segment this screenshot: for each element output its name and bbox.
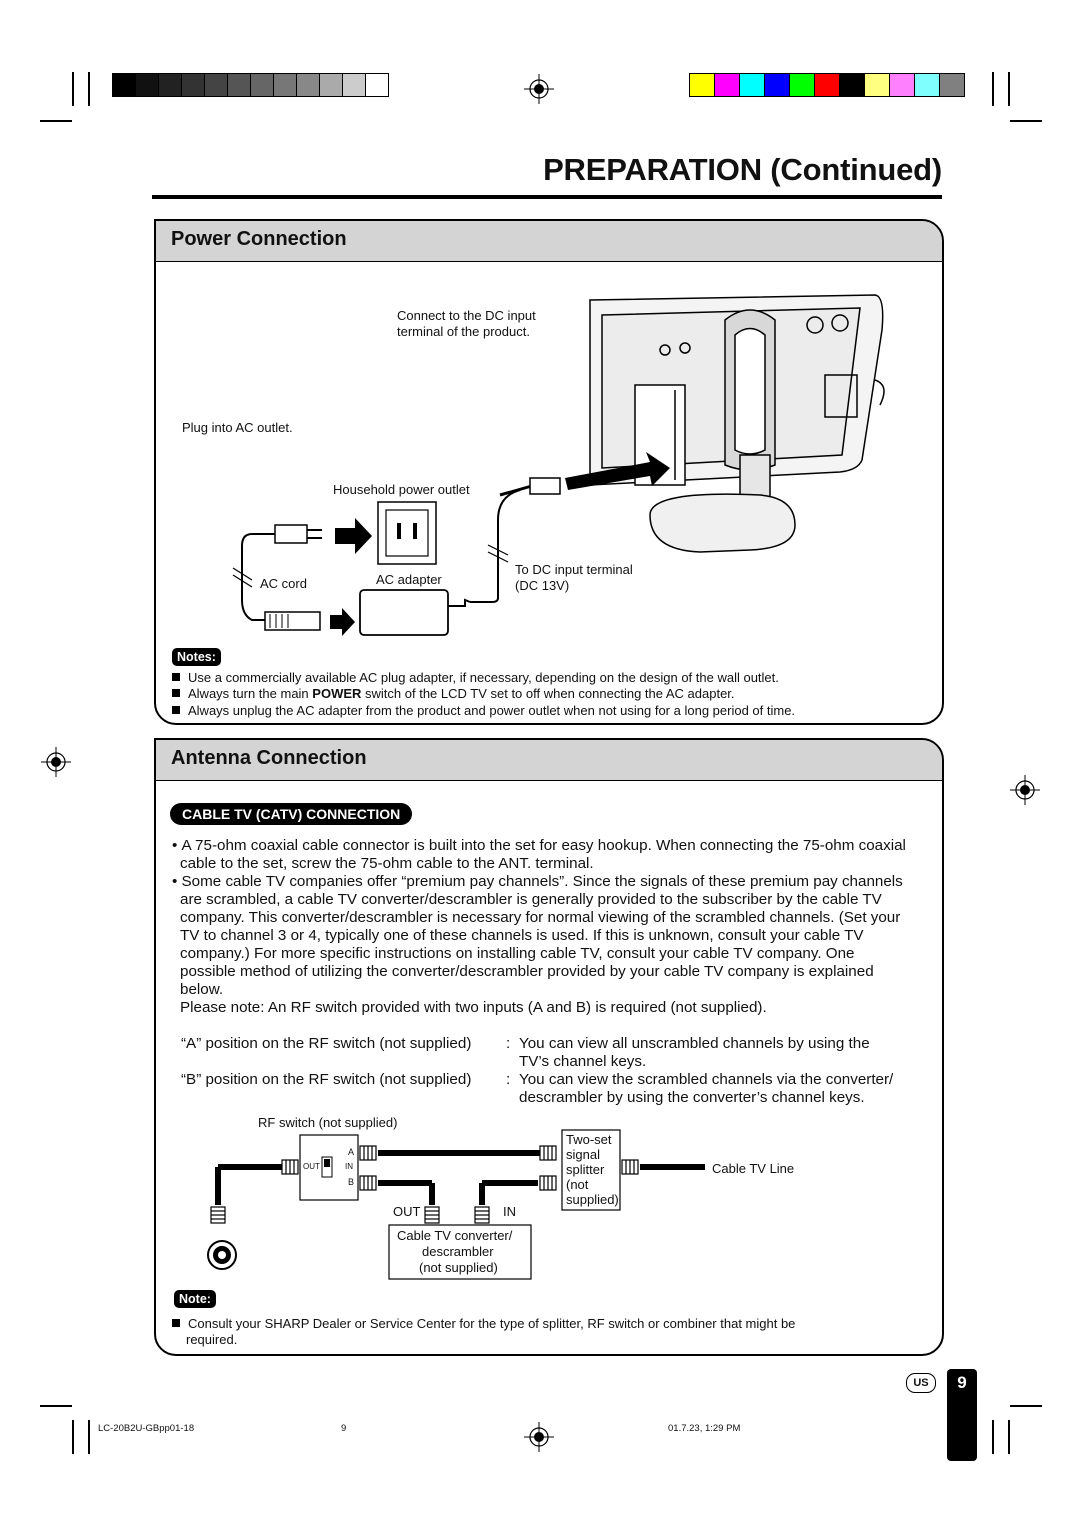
converter-label-1: Cable TV converter/: [397, 1228, 513, 1243]
title-rule: [152, 195, 942, 199]
antenna-note-cont: required.: [186, 1332, 238, 1347]
rf-position-b-desc-2: descrambler by using the converter’s channel keys.: [519, 1089, 865, 1106]
rf-switch-label: RF switch (not supplied): [258, 1115, 398, 1130]
rf-switch-a: A: [348, 1147, 355, 1157]
ac-plug-icon: [275, 525, 307, 543]
rf-position-a-label: “A” position on the RF switch (not supplied): [181, 1035, 472, 1052]
label-ac-adapter: AC adapter: [376, 572, 442, 587]
power-connection-header: [156, 221, 942, 262]
color-swatch: [320, 74, 343, 96]
color-swatch: [740, 74, 765, 96]
footer-filename: LC-20B2U-GBpp01-18: [98, 1423, 195, 1434]
rf-position-a-colon: :: [506, 1035, 511, 1052]
color-swatch: [343, 74, 366, 96]
antenna-connection-header: [156, 740, 942, 781]
label-dc-input-2: terminal of the product.: [397, 324, 530, 339]
label-ac-cord: AC cord: [260, 576, 307, 591]
bullet-premium-channels: • Some cable TV companies offer “premium pay channels”. Since the signals of these premium pay channels are scrambled, a cable TV converter/descrambler is generally provided to the subscriber by the cable TV company. This converter/descrambler is necessary for normal viewing of the scrambled channels. (Set your TV to channel 3 or 4, typically one of these channels is used. If this is unknown, consult your cable TV company.) For more specific instructions on installing cable TV, consult your cable TV company. One possible method of utilizing the converter/descrambler provided by your cable TV company is explained below.: [172, 873, 903, 998]
label-to-dc-2: (DC 13V): [515, 578, 570, 593]
splitter-label-5: supplied): [566, 1192, 619, 1207]
splitter-label-3: splitter: [566, 1162, 605, 1177]
power-note-2: Always turn the main POWER switch of the LCD TV set to off when connecting the AC adapter.: [172, 686, 735, 702]
power-note-1: Use a commercially available AC plug adapter, if necessary, depending on the design of the wall outlet.: [172, 670, 779, 686]
rf-switch-b: B: [348, 1177, 355, 1187]
tv-rear-illustration: [590, 295, 884, 552]
color-swatch: [274, 74, 297, 96]
footer-page: 9: [341, 1423, 347, 1434]
color-swatch: [182, 74, 205, 96]
color-swatch: [765, 74, 790, 96]
color-swatch: [228, 74, 251, 96]
registration-mark-right: [1010, 775, 1040, 805]
color-swatch: [840, 74, 865, 96]
arrow-right-icon-2: [330, 608, 355, 636]
color-swatch: [865, 74, 890, 96]
power-note-3: Always unplug the AC adapter from the product and power outlet when not using for a long period of time.: [172, 703, 795, 719]
page-number-tab: [947, 1369, 977, 1461]
color-swatch: [366, 74, 388, 96]
catv-section-tag: CABLE TV (CATV) CONNECTION: [170, 803, 412, 825]
converter-label-3: (not supplied): [419, 1260, 498, 1275]
registration-mark-top: [524, 74, 554, 104]
arrow-right-icon-1: [335, 518, 372, 554]
splitter-label-1: Two-set: [566, 1132, 612, 1147]
rf-position-b-colon: :: [506, 1071, 511, 1088]
antenna-body-text: [172, 837, 912, 1017]
color-swatch: [940, 74, 964, 96]
wall-outlet-icon: [378, 502, 436, 564]
converter-out-label: OUT: [393, 1204, 421, 1219]
bullet-75-ohm: • A 75-ohm coaxial cable connector is built into the set for easy hookup. When connecting the 75-ohm coaxial cable to the set, screw the 75-ohm cable to the ANT. terminal.: [172, 837, 906, 872]
registration-mark-bottom: [524, 1422, 554, 1452]
rf-position-a-desc-1: You can view all unscrambled channels by using the: [519, 1035, 870, 1052]
color-calibration-bar: [689, 73, 965, 97]
ac-adapter-icon: [360, 590, 448, 635]
power-connection-heading: Power Connection: [171, 228, 347, 250]
antenna-note: Consult your SHARP Dealer or Service Center for the type of splitter, RF switch or combiner that might be: [172, 1316, 795, 1332]
color-swatch: [297, 74, 320, 96]
color-swatch: [251, 74, 274, 96]
rf-switch-in: IN: [345, 1162, 353, 1171]
color-swatch: [790, 74, 815, 96]
rf-position-b-label: “B” position on the RF switch (not supplied): [181, 1071, 472, 1088]
antenna-connection-heading: Antenna Connection: [171, 747, 367, 769]
rf-position-b-desc-1: You can view the scrambled channels via the converter/: [519, 1071, 894, 1088]
rf-position-a-desc-2: TV’s channel keys.: [519, 1053, 647, 1070]
converter-in-label: IN: [503, 1204, 516, 1219]
color-swatch: [159, 74, 182, 96]
ant-terminal-icon: [208, 1241, 236, 1269]
notes-tag: Notes:: [172, 648, 221, 666]
please-note-text: Please note: An RF switch provided with two inputs (A and B) is required (not supplied).: [180, 999, 767, 1016]
color-swatch: [690, 74, 715, 96]
color-swatch: [136, 74, 159, 96]
cable-tv-line-label: Cable TV Line: [712, 1161, 795, 1176]
splitter-label-4: (not: [566, 1177, 589, 1192]
note-tag: Note:: [174, 1290, 216, 1308]
label-dc-input-1: Connect to the DC input: [397, 308, 536, 323]
registration-mark-left: [41, 747, 71, 777]
color-swatch: [815, 74, 840, 96]
splitter-label-2: signal: [566, 1147, 600, 1162]
page-number: 9: [957, 1373, 967, 1392]
color-swatch: [715, 74, 740, 96]
region-badge: US: [906, 1373, 936, 1393]
page-title: PREPARATION (Continued): [543, 152, 942, 187]
converter-label-2: descrambler: [422, 1244, 494, 1259]
rf-switch-out: OUT: [303, 1162, 320, 1171]
grayscale-bar: [112, 73, 389, 97]
color-swatch: [915, 74, 940, 96]
color-swatch: [113, 74, 136, 96]
color-swatch: [205, 74, 228, 96]
color-swatch: [890, 74, 915, 96]
label-to-dc-1: To DC input terminal: [515, 562, 633, 577]
label-household-outlet: Household power outlet: [333, 482, 470, 497]
label-plug-ac: Plug into AC outlet.: [182, 420, 293, 435]
footer-date: 01.7.23, 1:29 PM: [668, 1423, 741, 1434]
